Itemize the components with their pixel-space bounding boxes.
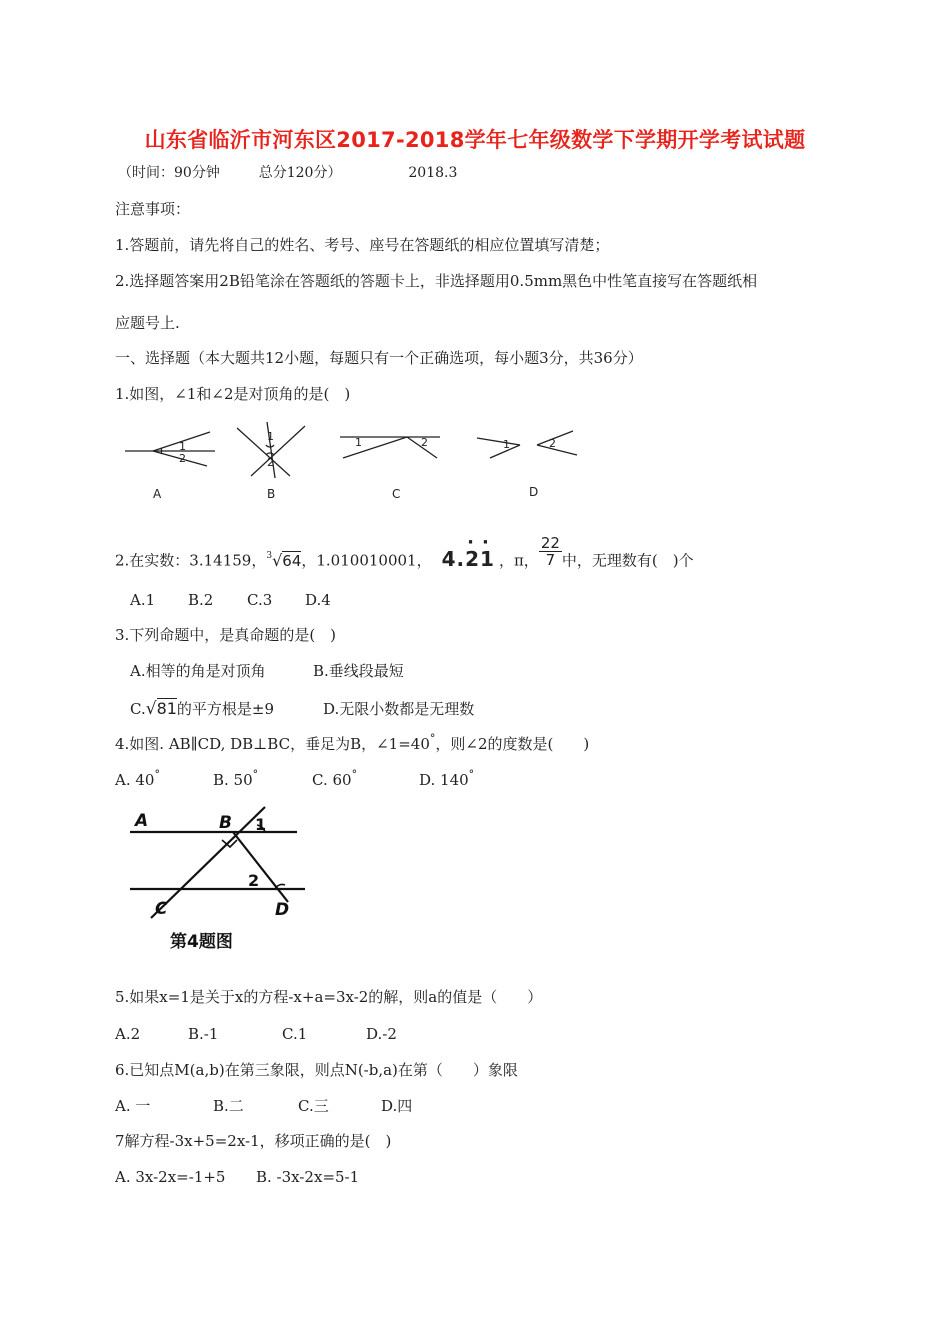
figure-a [125, 432, 215, 466]
figure-label-c: C [155, 899, 168, 919]
figure-c-label: C [392, 487, 401, 501]
figure-c-angle-1: 1 [355, 436, 362, 449]
question-4-stem-text: 4.如图. AB∥CD, DB⊥BC，垂足为B，∠1=40 [115, 735, 430, 753]
question-3-option-a: A.相等的角是对顶角 [130, 662, 266, 680]
question-6-option-b: B.二 [213, 1097, 244, 1115]
question-4-stem-end: ，则∠2的度数是( ) [435, 735, 590, 753]
figure-label-2: 2 [248, 871, 260, 890]
figure-label-d: D [275, 900, 290, 920]
question-4-option-d: D. 140° [419, 768, 475, 789]
question-1-figures [115, 418, 595, 510]
question-3-option-b: B.垂线段最短 [313, 662, 404, 680]
question-5-stem: 5.如果x=1是关于x的方程-x+a=3x-2的解，则a的值是（ ） [115, 988, 543, 1006]
degree-sign: ° [429, 732, 436, 745]
figure-c-angle-2: 2 [421, 436, 428, 449]
section-heading: 一、选择题（本大题共12小题，每题只有一个正确选项，每小题3分，共36分） [115, 349, 643, 367]
question-2-option-d: D.4 [305, 591, 331, 609]
question-2-option-a: A.1 [130, 591, 156, 609]
question-2-sep: ，π， [498, 551, 539, 570]
sqrt-radicand: 81 [156, 699, 177, 718]
repeating-decimal: 4.2 · 1 · [441, 531, 495, 571]
option-c-suffix: 的平方根是±9 [176, 700, 275, 718]
question-4-option-c: C. 60° [312, 768, 358, 789]
question-6-stem: 6.已知点M(a,b)在第三象限，则点N(-b,a)在第（ ）象限 [115, 1061, 518, 1079]
figure-d [477, 431, 577, 458]
notice-item-2-cont: 应题号上. [115, 314, 180, 332]
repeating-dot: · [482, 531, 490, 553]
figure-b-angle-1: 1 [267, 430, 274, 443]
figure-a-angle-2: 2 [179, 452, 186, 465]
question-2-option-b: B.2 [188, 591, 214, 609]
figure-label-a: A [135, 811, 149, 831]
question-2-mid: ，1.010010001， [301, 551, 432, 570]
figure-d-angle-2: 2 [549, 437, 556, 450]
question-6-option-a: A. 一 [115, 1097, 151, 1115]
option-c-prefix: C. [130, 700, 146, 718]
question-7-option-a: A. 3x-2x=-1+5 [115, 1168, 226, 1186]
question-4-option-b: B. 50° [213, 768, 259, 789]
notice-item-2: 2.选择题答案用2B铅笔涂在答题纸的答题卡上，非选择题用0.5mm黑色中性笔直接写在答题纸相 [115, 272, 758, 290]
root-radicand: 64 [282, 551, 302, 570]
question-4-option-a: A. 40° [115, 768, 160, 789]
figure-b-label: B [267, 487, 276, 501]
figure-d-label: D [529, 485, 539, 499]
question-5-option-d: D.-2 [366, 1025, 397, 1043]
figure-label-1: 1 [255, 815, 267, 834]
question-5-option-a: A.2 [115, 1025, 141, 1043]
question-2-suffix: 中，无理数有( )个 [561, 551, 694, 570]
question-2-stem [115, 531, 694, 578]
question-3-option-d: D.无限小数都是无理数 [323, 700, 475, 718]
question-2-prefix: 2.在实数：3.14159， [115, 551, 267, 570]
figure-b-angle-2: 2 [267, 456, 274, 469]
notice-heading: 注意事项： [115, 200, 191, 218]
question-4-figure [125, 805, 315, 955]
question-5-option-c: C.1 [282, 1025, 308, 1043]
cube-root-64: $^3$√64 [266, 550, 302, 570]
question-6-option-c: C.三 [298, 1097, 329, 1115]
question-7-option-b: B. -3x-2x=5-1 [256, 1168, 360, 1186]
figure-a-label: A [153, 487, 162, 501]
question-7-stem: 7解方程-3x+5=2x-1，移项正确的是( ) [115, 1132, 392, 1150]
question-3-stem: 3.下列命题中，是真命题的是( ) [115, 626, 337, 644]
question-4-stem [115, 734, 589, 756]
fraction-22-7 [539, 535, 562, 568]
fraction-denominator: 7 [545, 551, 556, 569]
notice-item-1: 1.答题前，请先将自己的姓名、考号、座号在答题纸的相应位置填写清楚； [115, 236, 610, 254]
figure-a-angle-1: 1 [179, 440, 186, 453]
question-1-stem: 1.如图，∠1和∠2是对顶角的是( ) [115, 385, 351, 403]
exam-date: 2018.3 [408, 165, 458, 181]
question-2-option-c: C.3 [247, 591, 273, 609]
question-5-option-b: B.-1 [188, 1025, 219, 1043]
root-index: 3 [266, 550, 273, 561]
exam-total-score: 总分120分） [258, 165, 342, 181]
page-title: 山东省临沂市河东区2017-2018学年七年级数学下学期开学考试试题 [144, 128, 806, 152]
question-6-option-d: D.四 [381, 1097, 413, 1115]
question-3-option-c [130, 699, 274, 719]
repeating-dot: · [467, 531, 475, 553]
figure-d-angle-1: 1 [503, 438, 510, 451]
figure-label-b: B [219, 813, 232, 833]
figure-caption: 第4题图 [170, 932, 233, 952]
exam-time: （时间：90分钟 [118, 165, 220, 181]
fraction-numerator: 22 [540, 534, 560, 552]
exam-info [118, 163, 457, 183]
sqrt-icon: √ [145, 699, 157, 719]
